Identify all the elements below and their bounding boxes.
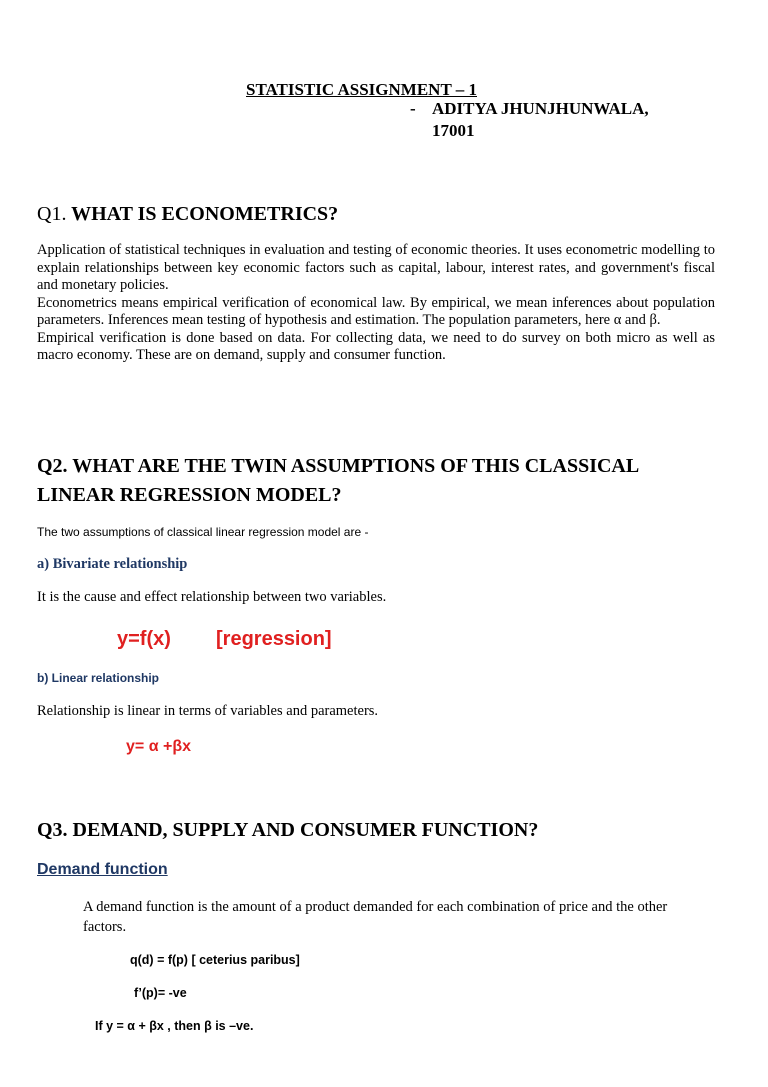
q2-a-formula-note: [regression]	[216, 628, 332, 650]
q1-paragraph-3: Empirical verification is done based on data. For collecting data, we need to do survey on both micro as well as macro economy. These are on demand, supply and consumer function.	[37, 329, 715, 363]
q3-formula-2: f’(p)= -ve	[134, 986, 187, 1000]
q2-a-label: a) Bivariate relationship	[37, 556, 188, 572]
q2-a-text: It is the cause and effect relationship between two variables.	[37, 589, 387, 605]
q2-b-text: Relationship is linear in terms of variables and parameters.	[37, 703, 379, 719]
q2-b-label: b) Linear relationship	[37, 671, 160, 685]
q2-a-formula: y=f(x)	[117, 628, 171, 650]
document-title: STATISTIC ASSIGNMENT – 1	[246, 80, 477, 99]
q2-intro: The two assumptions of classical linear regression model are -	[37, 525, 369, 539]
q3-formula-3: If y = α + βx , then β is –ve.	[95, 1019, 254, 1033]
q1-paragraph-2: Econometrics means empirical verification of economical law. By empirical, we mean inferences about population parameters. Inferences mean testing of hypothesis and estimation. The population parameters, here α and β.	[37, 294, 715, 328]
q2-heading-line-2: LINEAR REGRESSION MODEL?	[37, 484, 342, 506]
author-id: 17001	[432, 121, 475, 140]
q2-b-formula: y= α +βx	[126, 738, 191, 755]
q1-number: Q1.	[37, 203, 67, 225]
q1-heading	[37, 203, 338, 226]
q3-subheading: Demand function	[37, 861, 168, 878]
author-dash: -	[410, 99, 416, 118]
q3-formula-1: q(d) = f(p) [ ceterius paribus]	[130, 953, 300, 967]
q3-text-line-2: factors.	[83, 919, 127, 935]
q3-heading: Q3. DEMAND, SUPPLY AND CONSUMER FUNCTION?	[37, 819, 539, 841]
q2-heading-line-1: Q2. WHAT ARE THE TWIN ASSUMPTIONS OF THIS CLASSICAL	[37, 455, 640, 477]
q1-paragraph-1: Application of statistical techniques in evaluation and testing of economic theories. It uses econometric modelling to explain relationships between key economic factors such as capital, labour, interest rates, and government's fiscal and monetary policies.	[37, 242, 715, 293]
author-name: ADITYA JHUNJHUNWALA,	[432, 99, 649, 118]
q1-body	[37, 242, 715, 365]
q3-text-line-1: A demand function is the amount of a product demanded for each combination of price and the other	[83, 899, 668, 915]
q1-title: WHAT IS ECONOMETRICS?	[71, 203, 339, 225]
